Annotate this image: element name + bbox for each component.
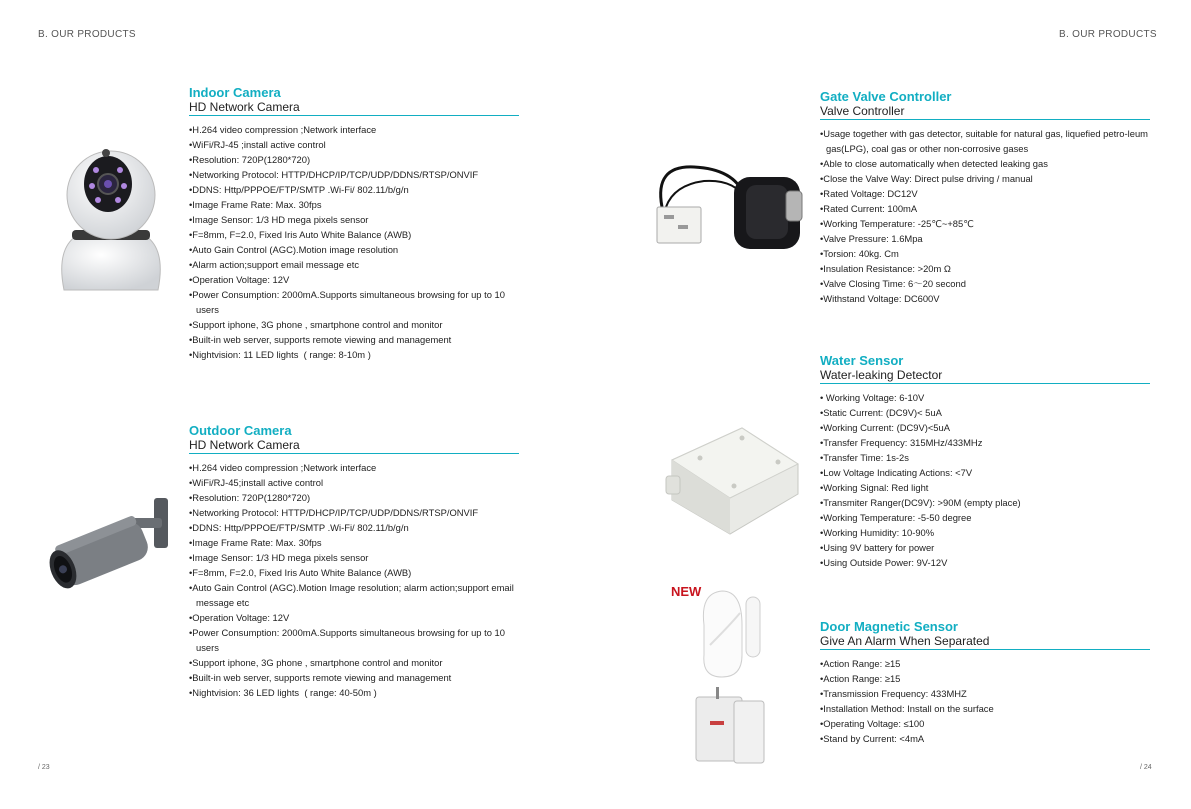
spec-item: • Working Temperature: -25℃~+85℃ <box>820 216 1150 231</box>
spec-item: • Action Range: ≥15 <box>820 671 1150 686</box>
spec-item: • Auto Gain Control (AGC).Motion image resolution <box>189 242 519 257</box>
product-title: Door Magnetic Sensor <box>820 619 958 634</box>
spec-item: • F=8mm, F=2.0, Fixed Iris Auto White Balance (AWB) <box>189 227 519 242</box>
spec-item: • H.264 video compression ;Network interface <box>189 460 519 475</box>
spec-item: • Nightvision: 36 LED lights ( range: 40-50m ) <box>189 685 519 700</box>
spec-item: • DDNS: Http/PPPOE/FTP/SMTP .Wi-Fi/ 802.11/b/g/n <box>189 520 519 535</box>
page-header-left: B. OUR PRODUCTS <box>38 29 136 40</box>
page-header-right: B. OUR PRODUCTS <box>1059 29 1157 40</box>
gate-valve-image <box>654 155 814 255</box>
spec-item: • H.264 video compression ;Network interface <box>189 122 519 137</box>
spec-item: • Image Sensor: 1/3 HD mega pixels sensor <box>189 550 519 565</box>
spec-item: • Working Temperature: -5-50 degree <box>820 510 1150 525</box>
spec-item: • Working Voltage: 6-10V <box>820 390 1150 405</box>
spec-item: • Operation Voltage: 12V <box>189 272 519 287</box>
product-outdoor-camera <box>189 423 519 700</box>
product-gate-valve-controller <box>820 89 1150 306</box>
spec-list <box>189 122 519 362</box>
new-badge: NEW <box>671 584 702 599</box>
spec-item: • Rated Current: 100mA <box>820 201 1150 216</box>
spec-item: • Power Consumption: 2000mA.Supports simultaneous browsing for up to 10 users <box>189 625 519 655</box>
spec-item: • Image Sensor: 1/3 HD mega pixels sensor <box>189 212 519 227</box>
spec-item: • Stand by Current: <4mA <box>820 731 1150 746</box>
product-water-sensor <box>820 353 1150 570</box>
spec-item: • Static Current: (DC9V)< 5uA <box>820 405 1150 420</box>
product-title: Gate Valve Controller <box>820 89 952 104</box>
spec-item: • Auto Gain Control (AGC).Motion Image resolution; alarm action;support email message etc <box>189 580 519 610</box>
spec-item: • Resolution: 720P(1280*720) <box>189 490 519 505</box>
spec-list <box>189 460 519 700</box>
spec-item: • Built-in web server, supports remote viewing and management <box>189 670 519 685</box>
spec-item: • Image Frame Rate: Max. 30fps <box>189 197 519 212</box>
spec-item: • Using Outside Power: 9V-12V <box>820 555 1150 570</box>
door-sensor-image <box>690 585 780 770</box>
spec-item: • Operation Voltage: 12V <box>189 610 519 625</box>
indoor-camera-image <box>46 140 176 300</box>
spec-item: • Alarm action;support email message etc <box>189 257 519 272</box>
product-subtitle: Give An Alarm When Separated <box>820 634 1150 650</box>
product-subtitle: Valve Controller <box>820 104 1150 120</box>
spec-item: • Support iphone, 3G phone , smartphone control and monitor <box>189 655 519 670</box>
spec-item: • WiFi/RJ-45;install active control <box>189 475 519 490</box>
spec-item: • Insulation Resistance: >20m Ω <box>820 261 1150 276</box>
spec-item: • DDNS: Http/PPPOE/FTP/SMTP .Wi-Fi/ 802.11/b/g/n <box>189 182 519 197</box>
spec-item: • Transfer Time: 1s-2s <box>820 450 1150 465</box>
spec-item: • Transmiter Ranger(DC9V): >90M (empty place) <box>820 495 1150 510</box>
spec-item: • Usage together with gas detector, suitable for natural gas, liquefied petro-leum gas(LPG), coal gas or other non-corrosive gases <box>820 126 1150 156</box>
spec-item: • Working Humidity: 10-90% <box>820 525 1150 540</box>
product-subtitle: HD Network Camera <box>189 100 519 116</box>
spec-item: • F=8mm, F=2.0, Fixed Iris Auto White Balance (AWB) <box>189 565 519 580</box>
spec-item: • Resolution: 720P(1280*720) <box>189 152 519 167</box>
spec-item: • Using 9V battery for power <box>820 540 1150 555</box>
page-number-left: / 23 <box>38 764 50 771</box>
spec-list <box>820 656 1150 746</box>
spec-item: • Valve Closing Time: 6～20 second <box>820 276 1150 291</box>
spec-item: • Built-in web server, supports remote viewing and management <box>189 332 519 347</box>
product-indoor-camera <box>189 85 519 362</box>
spec-item: • Installation Method: Install on the surface <box>820 701 1150 716</box>
spec-item: • Able to close automatically when detected leaking gas <box>820 156 1150 171</box>
spec-list <box>820 390 1150 570</box>
spec-item: • Operating Voltage: ≤100 <box>820 716 1150 731</box>
spec-item: • Rated Voltage: DC12V <box>820 186 1150 201</box>
outdoor-camera-image <box>36 488 186 598</box>
spec-item: • WiFi/RJ-45 ;install active control <box>189 137 519 152</box>
spec-item: • Close the Valve Way: Direct pulse driving / manual <box>820 171 1150 186</box>
spec-item: • Image Frame Rate: Max. 30fps <box>189 535 519 550</box>
page-number-right: / 24 <box>1140 764 1152 771</box>
spec-item: • Low Voltage Indicating Actions: <7V <box>820 465 1150 480</box>
spec-item: • Working Current: (DC9V)<5uA <box>820 420 1150 435</box>
spec-item: • Withstand Voltage: DC600V <box>820 291 1150 306</box>
spec-item: • Nightvision: 11 LED lights ( range: 8-10m ) <box>189 347 519 362</box>
product-subtitle: Water-leaking Detector <box>820 368 1150 384</box>
spec-item: • Support iphone, 3G phone , smartphone control and monitor <box>189 317 519 332</box>
spec-item: • Transfer Frequency: 315MHz/433MHz <box>820 435 1150 450</box>
product-title: Indoor Camera <box>189 85 281 100</box>
spec-item: • Working Signal: Red light <box>820 480 1150 495</box>
product-door-magnetic-sensor <box>820 619 1150 746</box>
spec-item: • Power Consumption: 2000mA.Supports simultaneous browsing for up to 10 users <box>189 287 519 317</box>
spec-item: • Networking Protocol: HTTP/DHCP/IP/TCP/UDP/DDNS/RTSP/ONVIF <box>189 505 519 520</box>
spec-item: • Action Range: ≥15 <box>820 656 1150 671</box>
spec-item: • Networking Protocol: HTTP/DHCP/IP/TCP/UDP/DDNS/RTSP/ONVIF <box>189 167 519 182</box>
spec-item: • Transmission Frequency: 433MHZ <box>820 686 1150 701</box>
spec-list <box>820 126 1150 306</box>
product-subtitle: HD Network Camera <box>189 438 519 454</box>
product-title: Outdoor Camera <box>189 423 292 438</box>
spec-item: • Torsion: 40kg. Cm <box>820 246 1150 261</box>
product-title: Water Sensor <box>820 353 904 368</box>
spec-item: • Valve Pressure: 1.6Mpa <box>820 231 1150 246</box>
water-sensor-image <box>662 420 802 540</box>
